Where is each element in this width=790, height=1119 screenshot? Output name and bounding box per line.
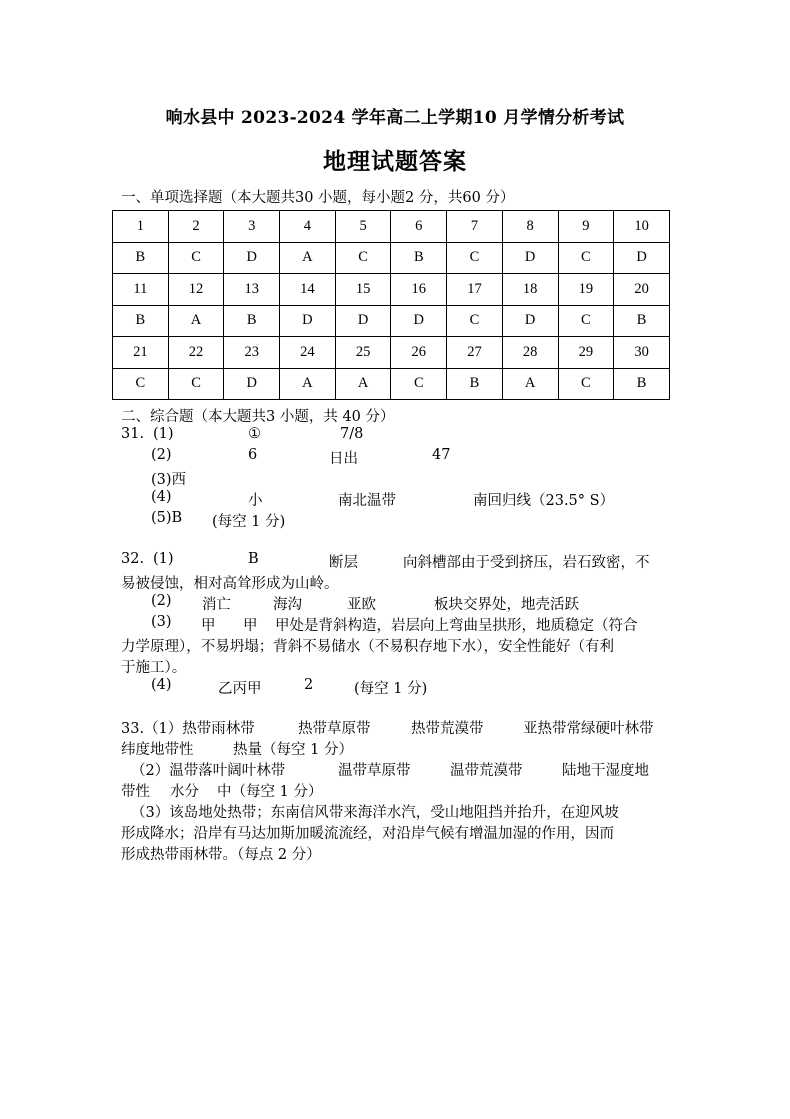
answer-cell: D bbox=[224, 368, 280, 400]
q33-1-answer-c: 亚热带常绿硬叶林带 bbox=[523, 721, 654, 737]
q31-2-label: (2) bbox=[151, 447, 172, 463]
q32-1-answer-b: 断层 bbox=[329, 555, 358, 571]
q32-3-answer-c: 甲处是背斜构造，岩层向上弯曲呈拱形，地质稳定（符合 bbox=[275, 618, 638, 634]
q33-2-answer-d: 水分 bbox=[170, 784, 199, 800]
answer-cell: A bbox=[280, 242, 336, 274]
question-number-cell: 18 bbox=[502, 274, 558, 306]
answer-row bbox=[113, 242, 670, 274]
q31-score-note: (每空 1 分) bbox=[212, 514, 286, 530]
question-number-cell: 5 bbox=[335, 211, 391, 243]
q32-score-note: (每空 1 分) bbox=[354, 681, 428, 697]
q32-4-answer-b: 2 bbox=[304, 677, 314, 693]
question-number-cell: 28 bbox=[502, 337, 558, 369]
answer-cell: C bbox=[168, 368, 224, 400]
answer-cell: D bbox=[224, 242, 280, 274]
answer-cell: A bbox=[168, 305, 224, 337]
q33-3-answer-cont2: 形成热带雨林带。（每点 2 分） bbox=[121, 847, 321, 863]
answer-cell: A bbox=[502, 368, 558, 400]
q32-1-answer-a: B bbox=[248, 551, 259, 567]
question-number-cell: 22 bbox=[168, 337, 224, 369]
answer-cell: C bbox=[558, 242, 614, 274]
answer-cell: B bbox=[614, 305, 670, 337]
answer-cell: D bbox=[335, 305, 391, 337]
question-number-cell: 12 bbox=[168, 274, 224, 306]
answer-cell: C bbox=[558, 368, 614, 400]
q32-1-answer-c-cont: 易被侵蚀，相对高耸形成为山岭。 bbox=[121, 576, 339, 592]
question-number-row bbox=[113, 337, 670, 369]
q31-4-answer-b: 南北温带 bbox=[338, 493, 396, 509]
question-number-cell: 21 bbox=[113, 337, 169, 369]
q31-4-answer-a: 小 bbox=[248, 493, 263, 509]
answer-cell: C bbox=[391, 368, 447, 400]
q32-4-answer-a: 乙丙甲 bbox=[218, 681, 262, 697]
q31-4-label: (4) bbox=[151, 489, 172, 505]
answer-cell: B bbox=[113, 242, 169, 274]
q33-2-answer-c: 陆地干湿度地 bbox=[562, 763, 649, 779]
q33-2-answer-a: 温带草原带 bbox=[338, 763, 411, 779]
question-number-cell: 27 bbox=[447, 337, 503, 369]
answer-cell: B bbox=[113, 305, 169, 337]
question-number-cell: 23 bbox=[224, 337, 280, 369]
question-number-cell: 17 bbox=[447, 274, 503, 306]
q32-3-answer-b: 甲 bbox=[243, 618, 258, 634]
q33-1-answer-d: 纬度地带性 bbox=[121, 742, 194, 758]
question-number-cell: 16 bbox=[391, 274, 447, 306]
section2-heading: 二、综合题（本大题共3 小题，共 40 分） bbox=[121, 409, 395, 425]
question-number-cell: 15 bbox=[335, 274, 391, 306]
answer-cell: D bbox=[391, 305, 447, 337]
q32-3-answer-c-cont2: 于施工）。 bbox=[121, 660, 187, 676]
answer-cell: B bbox=[224, 305, 280, 337]
q32-2-label: (2) bbox=[151, 593, 172, 609]
answer-cell: B bbox=[447, 368, 503, 400]
answer-cell: B bbox=[614, 368, 670, 400]
q33-1-answer-a: 热带草原带 bbox=[298, 721, 371, 737]
q32-3-label: (3) bbox=[151, 614, 172, 630]
question-number-cell: 4 bbox=[280, 211, 336, 243]
answer-cell: A bbox=[335, 368, 391, 400]
q32-3-answer-a: 甲 bbox=[201, 618, 216, 634]
q32-2-answer-a: 消亡 bbox=[202, 597, 231, 613]
q33-2-answer-c-cont: 带性 bbox=[121, 784, 150, 800]
question-number-row bbox=[113, 274, 670, 306]
question-number-cell: 20 bbox=[614, 274, 670, 306]
question-number-cell: 14 bbox=[280, 274, 336, 306]
question-number-cell: 30 bbox=[614, 337, 670, 369]
q31-2-answer-a: 6 bbox=[248, 447, 258, 463]
q31-5-answer: (5)B bbox=[151, 510, 183, 526]
answer-cell: D bbox=[614, 242, 670, 274]
answer-row bbox=[113, 368, 670, 400]
answer-cell: D bbox=[280, 305, 336, 337]
answer-cell: D bbox=[502, 242, 558, 274]
q31-1-answer-a: ① bbox=[248, 426, 261, 442]
q31-2-answer-c: 47 bbox=[432, 447, 451, 463]
q33-2-label: （2）温带落叶阔叶林带 bbox=[131, 763, 286, 779]
q31-number: 31. bbox=[121, 426, 145, 442]
question-number-cell: 1 bbox=[113, 211, 169, 243]
q32-1-answer-c: 向斜槽部由于受到挤压，岩石致密，不 bbox=[403, 555, 650, 571]
answer-cell: C bbox=[558, 305, 614, 337]
question-number-cell: 19 bbox=[558, 274, 614, 306]
q31-1-label: (1) bbox=[153, 426, 174, 442]
q32-1-label: (1) bbox=[153, 551, 174, 567]
question-number-cell: 26 bbox=[391, 337, 447, 369]
question-number-cell: 7 bbox=[447, 211, 503, 243]
answer-cell: C bbox=[113, 368, 169, 400]
q32-4-label: (4) bbox=[151, 677, 172, 693]
q33-2-answer-e: 中（每空 1 分） bbox=[217, 784, 323, 800]
q33-1-label: 33.（1）热带雨林带 bbox=[121, 721, 255, 737]
question-number-cell: 2 bbox=[168, 211, 224, 243]
answer-table bbox=[112, 210, 670, 400]
q33-1-answer-b: 热带荒漠带 bbox=[411, 721, 484, 737]
q32-2-answer-b: 海沟 bbox=[273, 597, 302, 613]
answer-cell: C bbox=[447, 305, 503, 337]
q31-1-answer-b: 7/8 bbox=[340, 426, 364, 442]
q32-number: 32. bbox=[121, 551, 145, 567]
q33-2-answer-b: 温带荒漠带 bbox=[450, 763, 523, 779]
question-number-cell: 13 bbox=[224, 274, 280, 306]
answer-cell: C bbox=[335, 242, 391, 274]
answer-cell: D bbox=[502, 305, 558, 337]
question-number-cell: 24 bbox=[280, 337, 336, 369]
answer-cell: C bbox=[168, 242, 224, 274]
q33-1-answer-e: 热量（每空 1 分） bbox=[233, 742, 353, 758]
answer-cell: C bbox=[447, 242, 503, 274]
question-number-row bbox=[113, 211, 670, 243]
q32-3-answer-c-cont1: 力学原理），不易坍塌；背斜不易储水（不易积存地下水），安全性能好（有利 bbox=[121, 639, 614, 655]
question-number-cell: 25 bbox=[335, 337, 391, 369]
page-title: 地理试题答案 bbox=[323, 148, 467, 175]
answer-cell: A bbox=[280, 368, 336, 400]
q32-2-answer-d: 板块交界处，地壳活跃 bbox=[434, 597, 579, 613]
answer-row bbox=[113, 305, 670, 337]
question-number-cell: 10 bbox=[614, 211, 670, 243]
question-number-cell: 3 bbox=[224, 211, 280, 243]
question-number-cell: 11 bbox=[113, 274, 169, 306]
answer-cell: B bbox=[391, 242, 447, 274]
question-number-cell: 8 bbox=[502, 211, 558, 243]
question-number-cell: 9 bbox=[558, 211, 614, 243]
q33-3-answer-cont1: 形成降水；沿岸有马达加斯加暖流流经，对沿岸气候有增温加湿的作用，因而 bbox=[121, 826, 614, 842]
q32-2-answer-c: 亚欧 bbox=[347, 597, 376, 613]
q33-3-answer: （3）该岛地处热带；东南信风带来海洋水汽，受山地阻挡并抬升，在迎风坡 bbox=[131, 805, 619, 821]
q31-4-answer-c: 南回归线（23.5° S） bbox=[473, 493, 615, 509]
section1-heading: 一、单项选择题（本大题共30 小题，每小题2 分，共60 分） bbox=[121, 190, 515, 206]
question-number-cell: 29 bbox=[558, 337, 614, 369]
q31-2-answer-b: 日出 bbox=[329, 451, 358, 467]
question-number-cell: 6 bbox=[391, 211, 447, 243]
exam-title: 响水县中 2023-2024 学年高二上学期10 月学情分析考试 bbox=[165, 108, 625, 128]
q31-3-answer: (3)西 bbox=[151, 472, 187, 488]
